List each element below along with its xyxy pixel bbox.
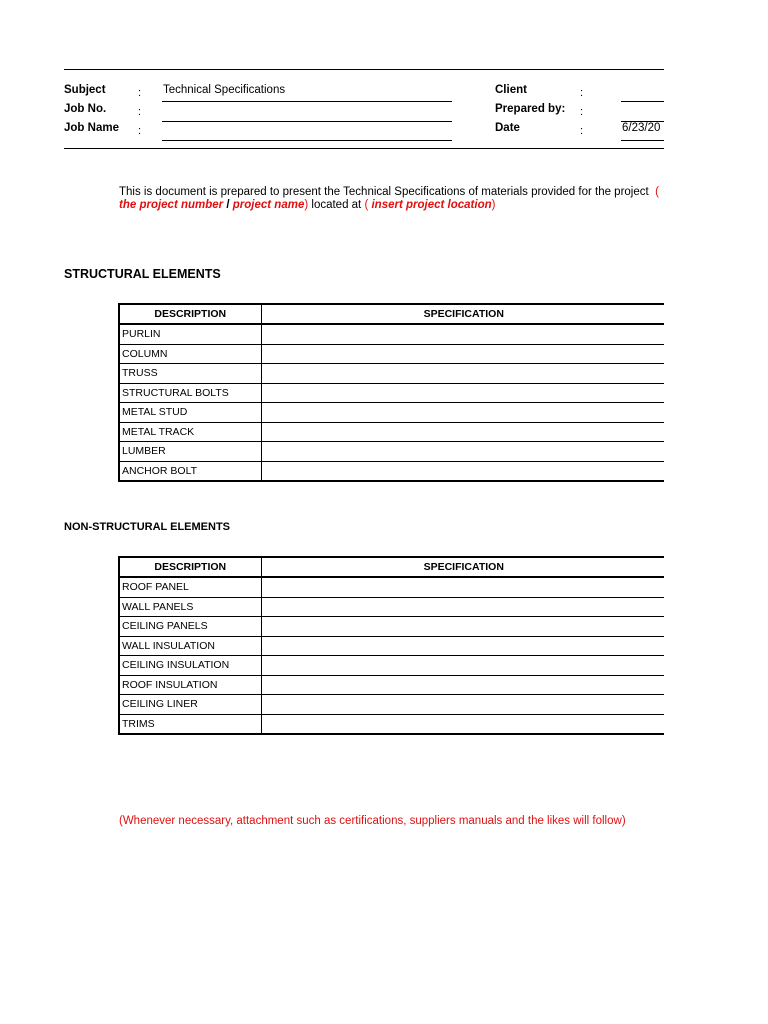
project-location-placeholder: insert project location: [368, 199, 492, 211]
row-specification-cell[interactable]: [261, 636, 664, 656]
specification-header: SPECIFICATION: [261, 557, 664, 577]
date-value: 6/23/20: [622, 122, 661, 134]
job-no-underline: [162, 121, 452, 122]
job-name-label: Job Name: [64, 122, 119, 134]
row-specification-cell[interactable]: [261, 364, 664, 384]
structural-header-row: [119, 304, 664, 324]
job-name-colon: :: [138, 125, 142, 137]
row-description: CEILING LINER: [119, 695, 261, 715]
client-label: Client: [495, 84, 527, 96]
subject-value: Technical Specifications: [163, 84, 286, 96]
row-description: ANCHOR BOLT: [119, 461, 261, 481]
prepared-by-colon: :: [580, 106, 584, 118]
structural-table: [118, 303, 664, 482]
subject-label: Subject: [64, 84, 106, 96]
row-description: CEILING PANELS: [119, 617, 261, 637]
row-specification-cell[interactable]: [261, 442, 664, 462]
intro-paren-close: ): [304, 199, 309, 211]
subject-underline: [162, 101, 452, 102]
row-specification-cell[interactable]: [261, 383, 664, 403]
row-description: ROOF PANEL: [119, 577, 261, 597]
specification-header: SPECIFICATION: [261, 304, 664, 324]
table-row: [119, 403, 664, 423]
project-name-placeholder: project name: [232, 199, 305, 211]
attachments-note: (Whenever necessary, attachment such as certifications, suppliers manuals and the likes will follow): [119, 815, 626, 827]
description-header: DESCRIPTION: [119, 557, 261, 577]
row-specification-cell[interactable]: [261, 617, 664, 637]
row-description: COLUMN: [119, 344, 261, 364]
table-row: [119, 597, 664, 617]
non-structural-table: [118, 556, 664, 735]
row-description: LUMBER: [119, 442, 261, 462]
row-specification-cell[interactable]: [261, 675, 664, 695]
prepared-by-label: Prepared by:: [495, 103, 566, 115]
table-row: [119, 442, 664, 462]
row-specification-cell[interactable]: [261, 597, 664, 617]
row-specification-cell[interactable]: [261, 403, 664, 423]
row-description: TRUSS: [119, 364, 261, 384]
row-description: CEILING INSULATION: [119, 656, 261, 676]
intro-text: This is document is prepared to present the Technical Specifications of materials provided for the project: [119, 186, 649, 198]
table-row: [119, 617, 664, 637]
location-paren-open: (: [364, 199, 369, 211]
slash-separator: /: [226, 199, 230, 211]
intro-paragraph: [119, 186, 664, 212]
intro-line-1: [119, 186, 664, 199]
table-row: [119, 364, 664, 384]
client-colon: :: [580, 87, 584, 99]
row-specification-cell[interactable]: [261, 324, 664, 344]
row-specification-cell[interactable]: [261, 577, 664, 597]
subject-colon: :: [138, 87, 142, 99]
table-row: [119, 344, 664, 364]
row-description: WALL INSULATION: [119, 636, 261, 656]
job-name-underline: [162, 140, 452, 141]
located-at-text: located at: [308, 199, 365, 211]
row-description: METAL STUD: [119, 403, 261, 423]
row-specification-cell[interactable]: [261, 344, 664, 364]
job-no-label: Job No.: [64, 103, 107, 115]
header-bottom-rule: [64, 148, 664, 149]
date-underline: [621, 140, 664, 141]
date-label: Date: [495, 122, 520, 134]
description-header: DESCRIPTION: [119, 304, 261, 324]
row-specification-cell[interactable]: [261, 714, 664, 734]
structural-section-title: STRUCTURAL ELEMENTS: [64, 267, 221, 281]
intro-line-2: [119, 199, 664, 212]
intro-paren-open: (: [655, 186, 659, 198]
row-specification-cell[interactable]: [261, 422, 664, 442]
client-underline: [621, 101, 664, 102]
row-description: TRIMS: [119, 714, 261, 734]
table-row: [119, 656, 664, 676]
table-row: [119, 422, 664, 442]
table-row: [119, 714, 664, 734]
date-colon: :: [580, 125, 584, 137]
row-description: ROOF INSULATION: [119, 675, 261, 695]
row-description: STRUCTURAL BOLTS: [119, 383, 261, 403]
row-specification-cell[interactable]: [261, 656, 664, 676]
table-row: [119, 695, 664, 715]
row-specification-cell[interactable]: [261, 695, 664, 715]
non-structural-header-row: [119, 557, 664, 577]
table-row: [119, 324, 664, 344]
job-no-colon: :: [138, 106, 142, 118]
row-description: METAL TRACK: [119, 422, 261, 442]
location-paren-close: ): [491, 199, 496, 211]
table-row: [119, 577, 664, 597]
table-row: [119, 675, 664, 695]
row-description: PURLIN: [119, 324, 261, 344]
table-row: [119, 383, 664, 403]
row-description: WALL PANELS: [119, 597, 261, 617]
table-row: [119, 636, 664, 656]
table-row: [119, 461, 664, 481]
header-top-rule: [64, 69, 664, 70]
row-specification-cell[interactable]: [261, 461, 664, 481]
project-number-placeholder: the project number: [119, 199, 224, 211]
non-structural-section-title: NON-STRUCTURAL ELEMENTS: [64, 521, 231, 533]
